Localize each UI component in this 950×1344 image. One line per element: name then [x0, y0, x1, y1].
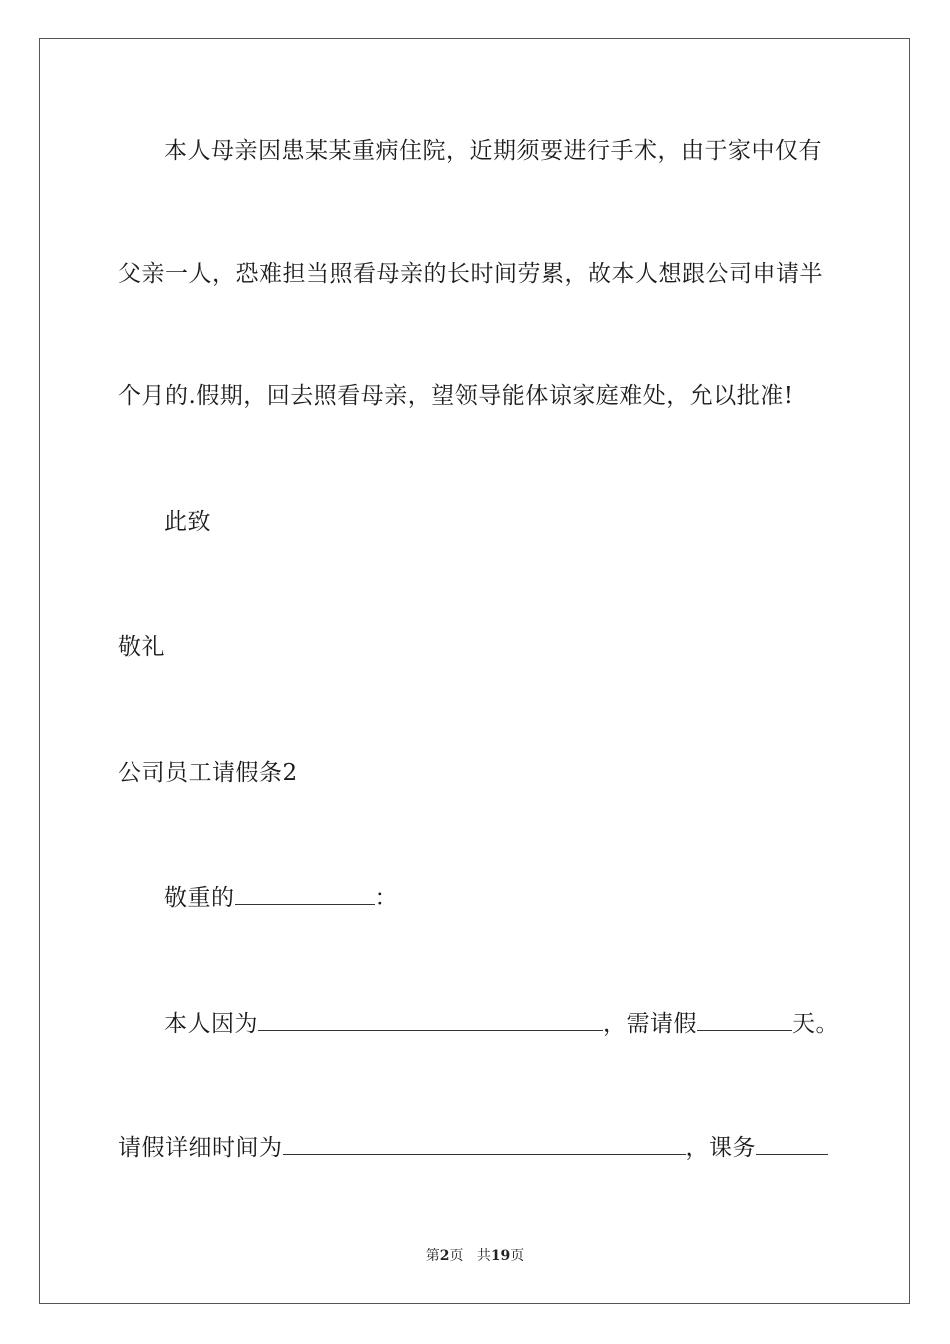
closing-regards: 敬礼 [118, 634, 165, 660]
page-suffix: 页 [449, 1248, 464, 1264]
reason-line [164, 1008, 839, 1039]
reason-mid: ，需请假 [603, 1011, 697, 1037]
greeting-suffix: ： [374, 885, 398, 911]
page-prefix: 第 [425, 1248, 440, 1264]
page-border [39, 38, 910, 1304]
time-line [118, 1132, 828, 1163]
time-blank[interactable] [283, 1132, 686, 1155]
reason-suffix: 天。 [792, 1011, 839, 1037]
total-prefix: 共 [476, 1248, 491, 1264]
page-number: 2 [439, 1248, 450, 1264]
paragraph-line-3: 个月的.假期，回去照看母亲，望领导能体谅家庭难处，允以批准! [118, 383, 794, 409]
total-pages: 19 [490, 1248, 511, 1264]
reason-prefix: 本人因为 [164, 1011, 258, 1037]
recipient-blank[interactable] [235, 882, 375, 905]
coursework-blank[interactable] [756, 1132, 828, 1155]
page-footer [0, 1247, 950, 1265]
time-prefix: 请假详细时间为 [118, 1135, 283, 1161]
reason-blank[interactable] [258, 1008, 603, 1031]
paragraph-line-2: 父亲一人，恐难担当照看母亲的长时间劳累，故本人想跟公司申请半 [118, 261, 823, 287]
time-mid: ，课务 [685, 1135, 756, 1161]
section-title: 公司员工请假条2 [118, 760, 298, 786]
greeting-prefix: 敬重的 [164, 885, 235, 911]
days-blank[interactable] [697, 1008, 792, 1031]
paragraph-line-1: 本人母亲因患某某重病住院，近期须要进行手术，由于家中仅有 [164, 138, 822, 164]
closing-salutation: 此致 [164, 509, 211, 535]
greeting-line [164, 882, 398, 913]
total-suffix: 页 [510, 1248, 525, 1264]
